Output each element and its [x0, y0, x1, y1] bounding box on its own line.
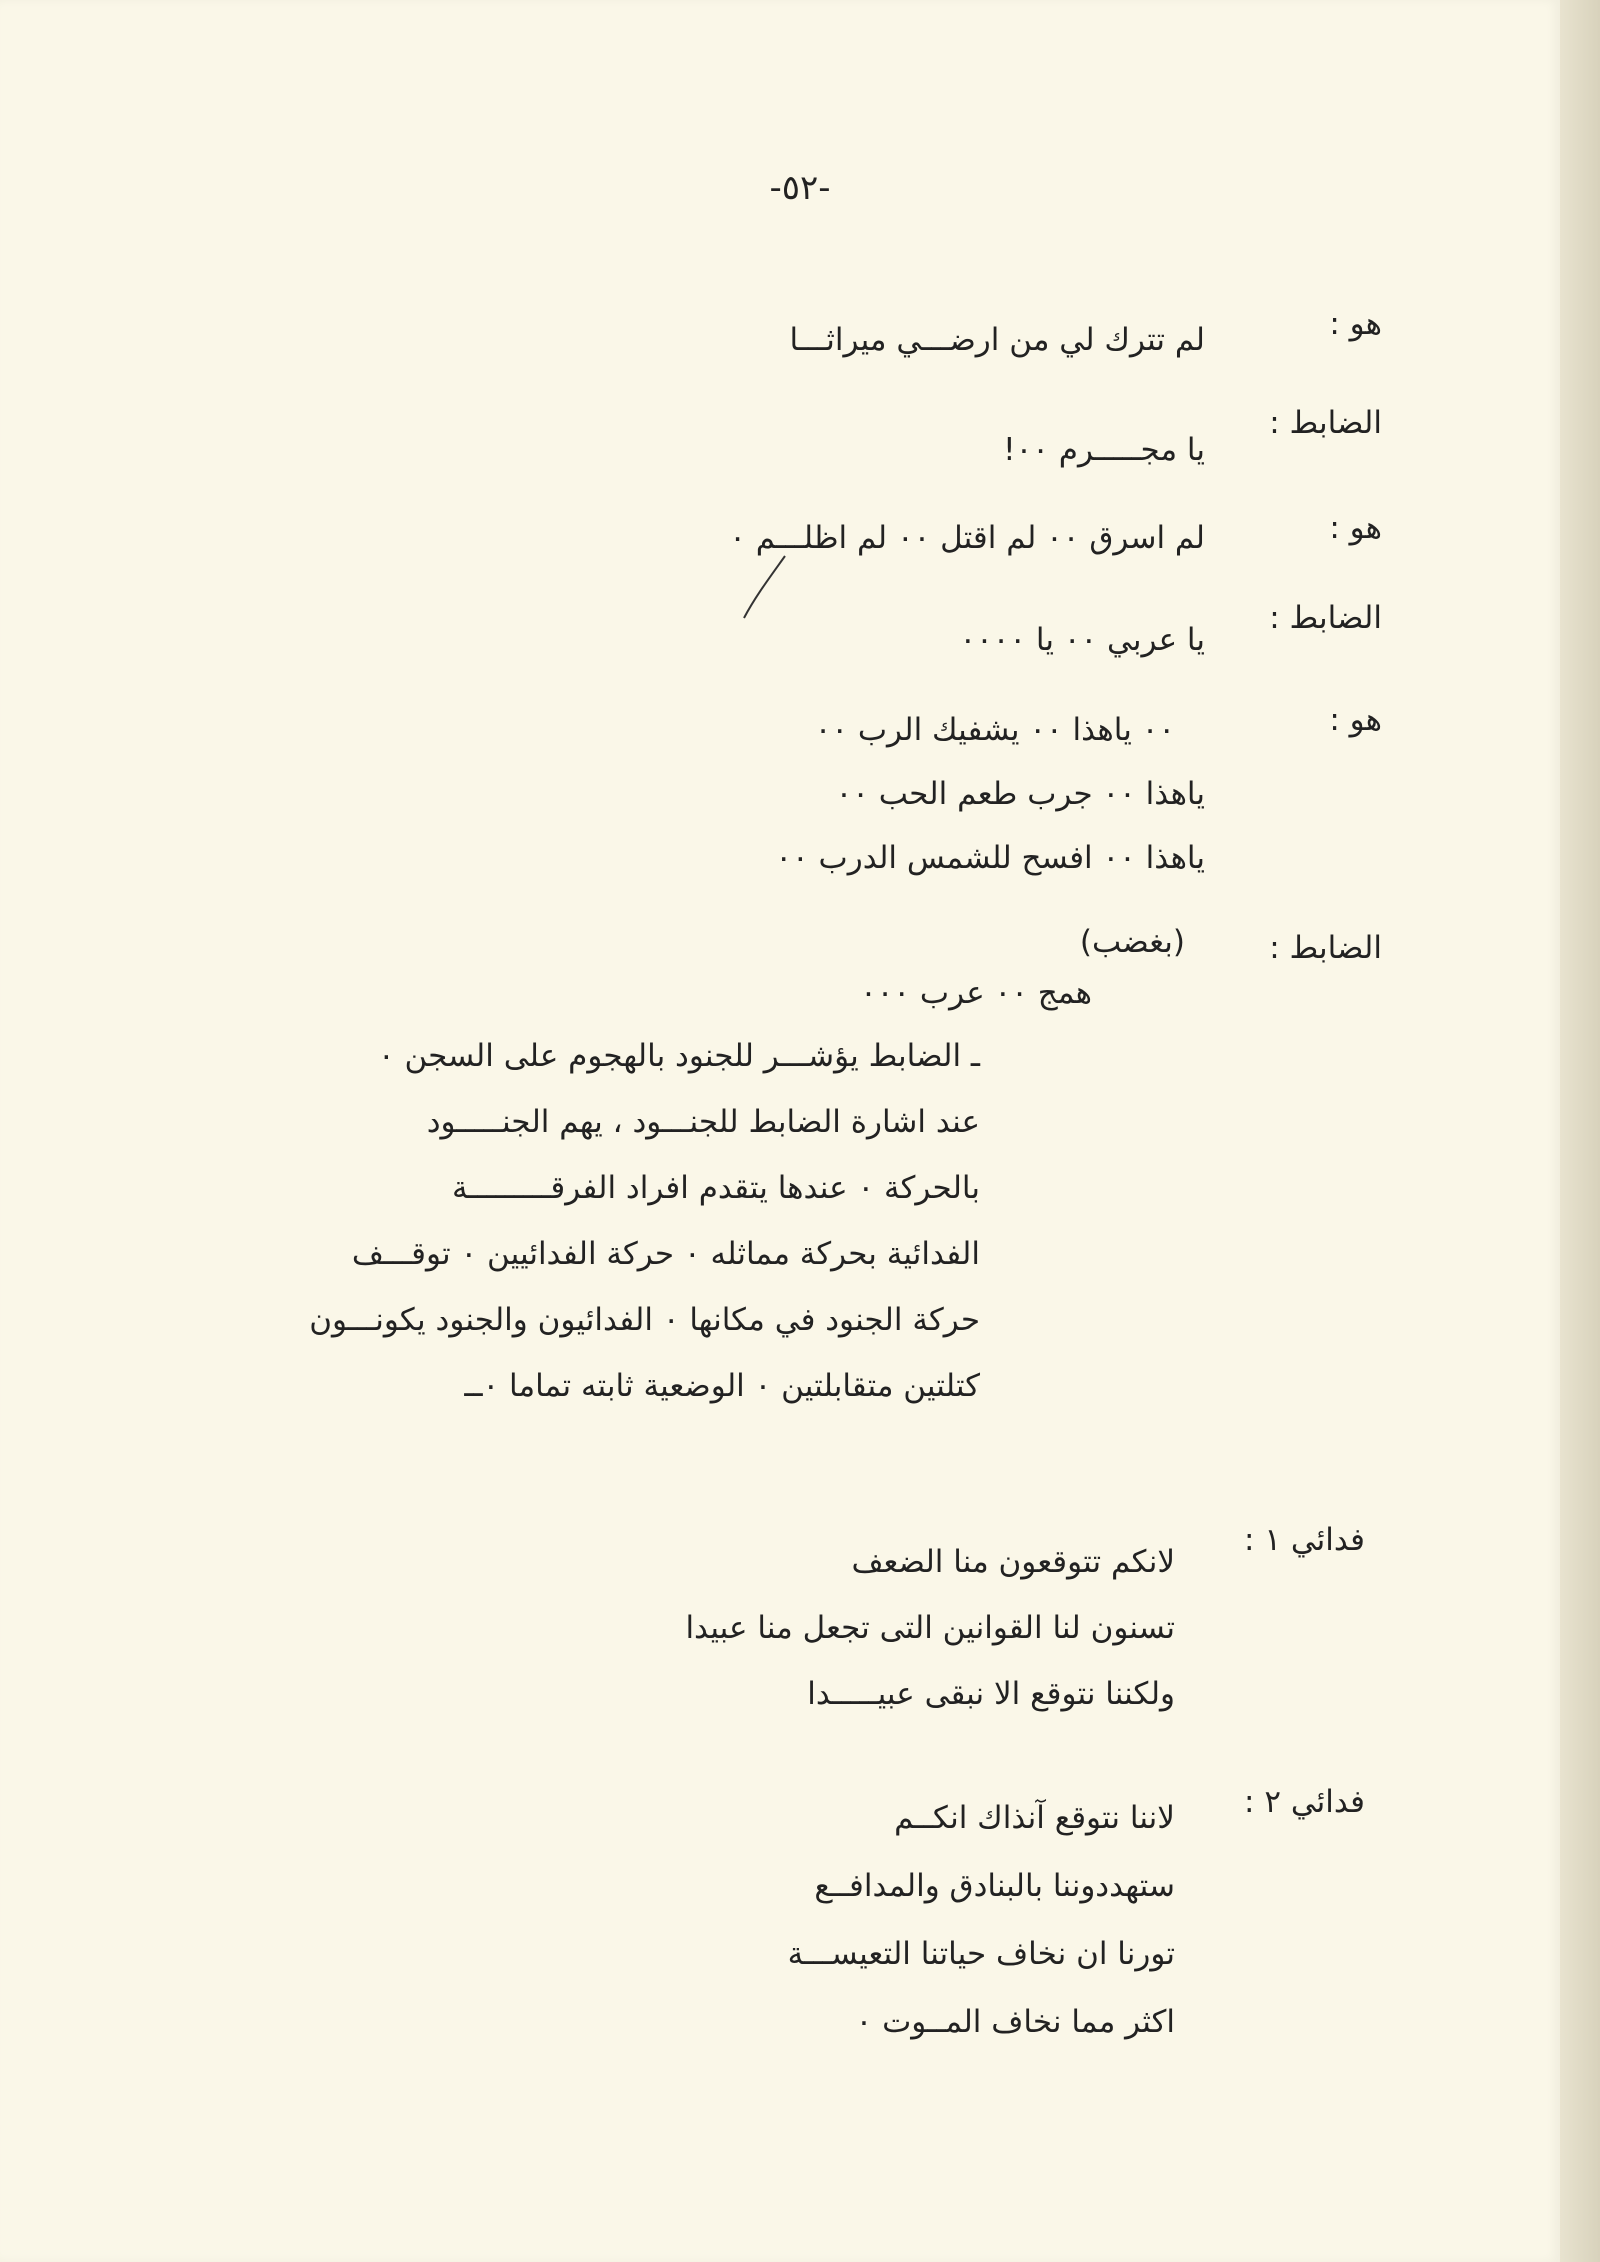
stage-direction-line: الفدائية بحركة مماثله ٠ حركة الفدائيين ٠ توقـــف — [351, 1236, 980, 1272]
dialogue-line: ستهددوننا بالبنادق والمدافــع — [814, 1868, 1175, 1904]
dialogue-line: ياهذا ٠٠ افسح للشمس الدرب ٠٠ — [775, 840, 1205, 876]
dialogue-line: لم تترك لي من ارضـــي ميراثـــا — [789, 322, 1205, 358]
stage-direction-inline: (بغضب) — [1079, 924, 1185, 960]
page-number: -٥٢- — [769, 168, 831, 208]
stage-direction-line: ـ الضابط يؤشـــر للجنود بالهجوم على السجن ٠ — [378, 1038, 980, 1074]
stage-direction-line: كتلتين متقابلتين ٠ الوضعية ثابته تماما ٠ــ — [464, 1368, 980, 1404]
speaker-label: هو : — [1329, 306, 1382, 342]
dialogue-line: تورنا ان نخاف حياتنا التعيســـة — [787, 1936, 1175, 1972]
dialogue-line: اكثر مما نخاف المــوت ٠ — [855, 2004, 1175, 2040]
speaker-label: فدائي ١ : — [1244, 1522, 1365, 1558]
dialogue-line: لاننا نتوقع آنذاك انكــم — [894, 1800, 1175, 1836]
stage-direction-line: حركة الجنود في مكانها ٠ الفدائيون والجنود يكونـــون — [309, 1302, 980, 1338]
dialogue-line: تسنون لنا القوانين التى تجعل منا عبيدا — [685, 1610, 1175, 1646]
dialogue-line: ٠٠ ياهذا ٠٠ يشفيك الرب ٠٠ — [814, 712, 1175, 748]
speaker-label: الضابط : — [1269, 405, 1382, 441]
speaker-label: هو : — [1329, 702, 1382, 738]
speaker-label: هو : — [1329, 510, 1382, 546]
speaker-label: الضابط : — [1269, 600, 1382, 636]
speaker-label: الضابط : — [1269, 930, 1382, 966]
dialogue-line: ياهذا ٠٠ جرب طعم الحب ٠٠ — [835, 776, 1205, 812]
dialogue-line: همج ٠٠ عرب ٠٠٠ — [860, 975, 1092, 1011]
dialogue-line: يا مجـــــرم ٠٠! — [1003, 432, 1205, 468]
dialogue-line: لم اسرق ٠٠ لم اقتل ٠٠ لم اظلـــم ٠ — [729, 520, 1205, 556]
dialogue-line: لانكم تتوقعون منا الضعف — [851, 1544, 1175, 1580]
stage-direction-line: بالحركة ٠ عندها يتقدم افراد الفرقـــــــــة — [452, 1170, 980, 1206]
handwritten-stroke — [740, 552, 790, 622]
stage-direction-line: عند اشارة الضابط للجنـــود ، يهم الجنـــــود — [426, 1104, 980, 1140]
dialogue-line: يا عربي ٠٠ يا ٠٠٠٠ — [959, 622, 1205, 658]
page-edge — [1560, 0, 1600, 2262]
dialogue-line: ولكننا نتوقع الا نبقى عبيـــــدا — [807, 1676, 1175, 1712]
speaker-label: فدائي ٢ : — [1244, 1784, 1365, 1820]
